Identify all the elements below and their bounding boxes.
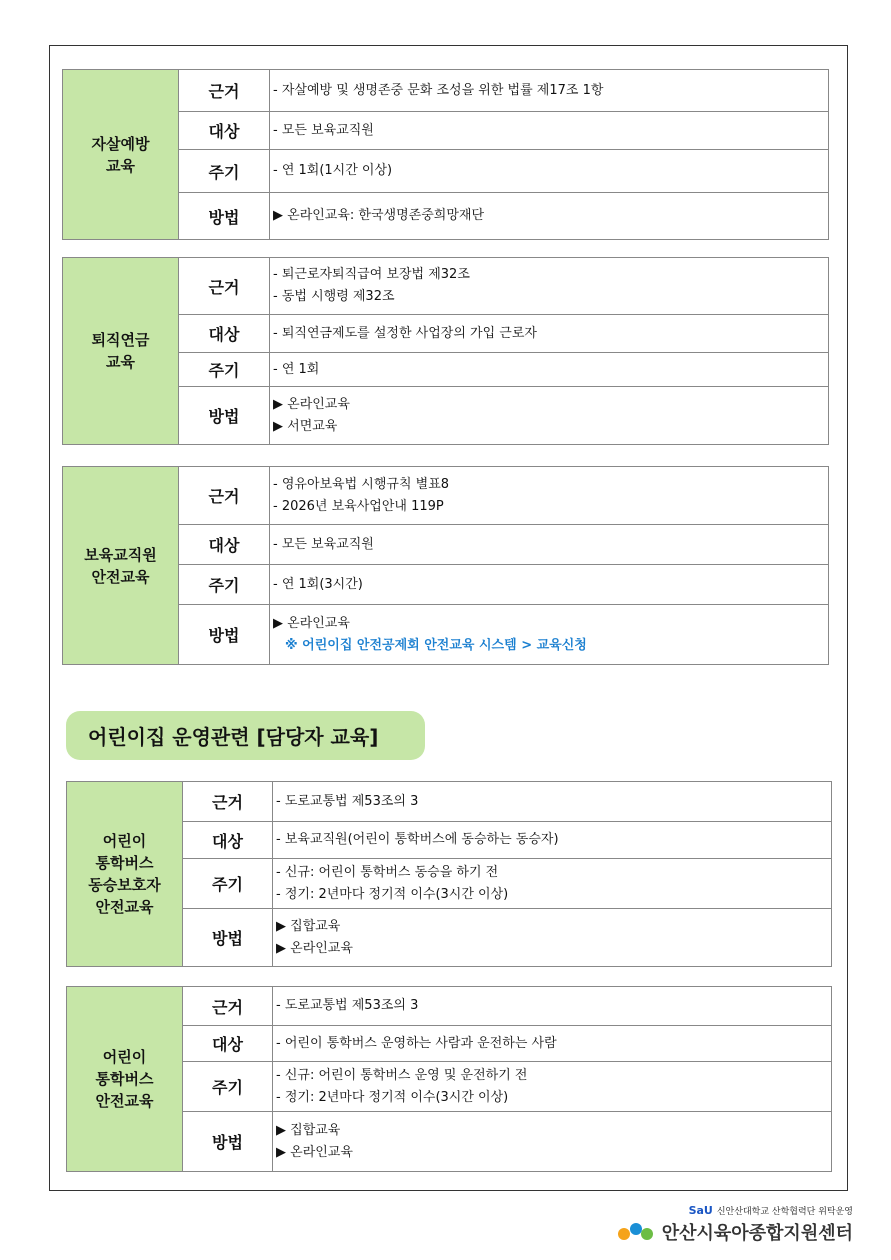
- row-value-method: ▶ 온라인교육: 한국생명존중희망재단: [270, 193, 829, 240]
- row-label-method: 방법: [183, 909, 273, 967]
- row-label-target: 대상: [179, 525, 270, 565]
- category-label: 퇴직연금 교육: [63, 258, 179, 445]
- row-value-cycle: - 연 1회(3시간): [270, 565, 829, 605]
- university-line: 신안산대학교 산학협력단 위탁운영: [716, 1207, 853, 1217]
- row-value-cycle: - 신규: 어린이 통학버스 운영 및 운전하기 전 - 정기: 2년마다 정기적 이수(3시간 이상): [273, 1062, 832, 1112]
- category-label: 자살예방 교육: [63, 70, 179, 240]
- row-label-basis: 근거: [183, 987, 273, 1026]
- edu-table-suicide-prevention: [62, 69, 829, 240]
- row-label-target: 대상: [183, 822, 273, 859]
- row-label-method: 방법: [179, 387, 270, 445]
- row-label-basis: 근거: [179, 467, 270, 525]
- row-label-method: 방법: [179, 193, 270, 240]
- row-label-target: 대상: [179, 112, 270, 150]
- row-value-method: ▶ 집합교육 ▶ 온라인교육: [273, 1112, 832, 1172]
- edu-table-bus-escort-safety: [66, 781, 832, 967]
- row-value-target: - 퇴직연금제도를 설정한 사업장의 가입 근로자: [270, 315, 829, 353]
- center-name: 안산시육아종합지원센터: [661, 1223, 853, 1244]
- edu-table-bus-safety: [66, 986, 832, 1172]
- row-value-target: - 어린이 통학버스 운영하는 사람과 운전하는 사람: [273, 1026, 832, 1062]
- row-label-cycle: 주기: [183, 859, 273, 909]
- center-logo-icon: [616, 1220, 656, 1244]
- row-label-target: 대상: [183, 1026, 273, 1062]
- row-label-cycle: 주기: [179, 150, 270, 193]
- row-label-basis: 근거: [183, 782, 273, 822]
- row-value-cycle: - 연 1회: [270, 353, 829, 387]
- safety-system-note: ※ 어린이집 안전공제회 안전교육 시스템 > 교육신청: [285, 637, 587, 653]
- row-label-target: 대상: [179, 315, 270, 353]
- row-value-target: - 모든 보육교직원: [270, 112, 829, 150]
- category-label: 보육교직원 안전교육: [63, 467, 179, 665]
- row-value-method: ▶ 온라인교육 ※ 어린이집 안전공제회 안전교육 시스템 > 교육신청: [270, 605, 829, 665]
- row-value-basis: - 영유아보육법 시행규칙 별표8 - 2026년 보육사업안내 119P: [270, 467, 829, 525]
- row-value-basis: - 도로교통법 제53조의 3: [273, 987, 832, 1026]
- row-label-basis: 근거: [179, 70, 270, 112]
- row-value-basis: - 도로교통법 제53조의 3: [273, 782, 832, 822]
- row-value-basis: - 자살예방 및 생명존중 문화 조성을 위한 법률 제17조 1항: [270, 70, 829, 112]
- section-title: 어린이집 운영관련 [담당자 교육]: [66, 711, 425, 760]
- row-value-cycle: - 신규: 어린이 통학버스 동승을 하기 전 - 정기: 2년마다 정기적 이수(3시간 이상): [273, 859, 832, 909]
- footer-logo: [616, 1204, 853, 1245]
- row-value-method: ▶ 온라인교육 ▶ 서면교육: [270, 387, 829, 445]
- row-value-target: - 모든 보육교직원: [270, 525, 829, 565]
- row-label-cycle: 주기: [179, 353, 270, 387]
- edu-table-retirement-pension: [62, 257, 829, 445]
- row-label-method: 방법: [183, 1112, 273, 1172]
- row-label-cycle: 주기: [179, 565, 270, 605]
- row-label-cycle: 주기: [183, 1062, 273, 1112]
- row-value-target: - 보육교직원(어린이 통학버스에 동승하는 동승자): [273, 822, 832, 859]
- category-label: 어린이 통학버스 안전교육: [67, 987, 183, 1172]
- edu-table-staff-safety: [62, 466, 829, 665]
- category-label: 어린이 통학버스 동승보호자 안전교육: [67, 782, 183, 967]
- row-label-basis: 근거: [179, 258, 270, 315]
- row-value-cycle: - 연 1회(1시간 이상): [270, 150, 829, 193]
- row-label-method: 방법: [179, 605, 270, 665]
- university-logo-text: SaU: [688, 1204, 713, 1217]
- row-value-method: ▶ 집합교육 ▶ 온라인교육: [273, 909, 832, 967]
- row-value-basis: - 퇴근로자퇴직급여 보장법 제32조 - 동법 시행령 제32조: [270, 258, 829, 315]
